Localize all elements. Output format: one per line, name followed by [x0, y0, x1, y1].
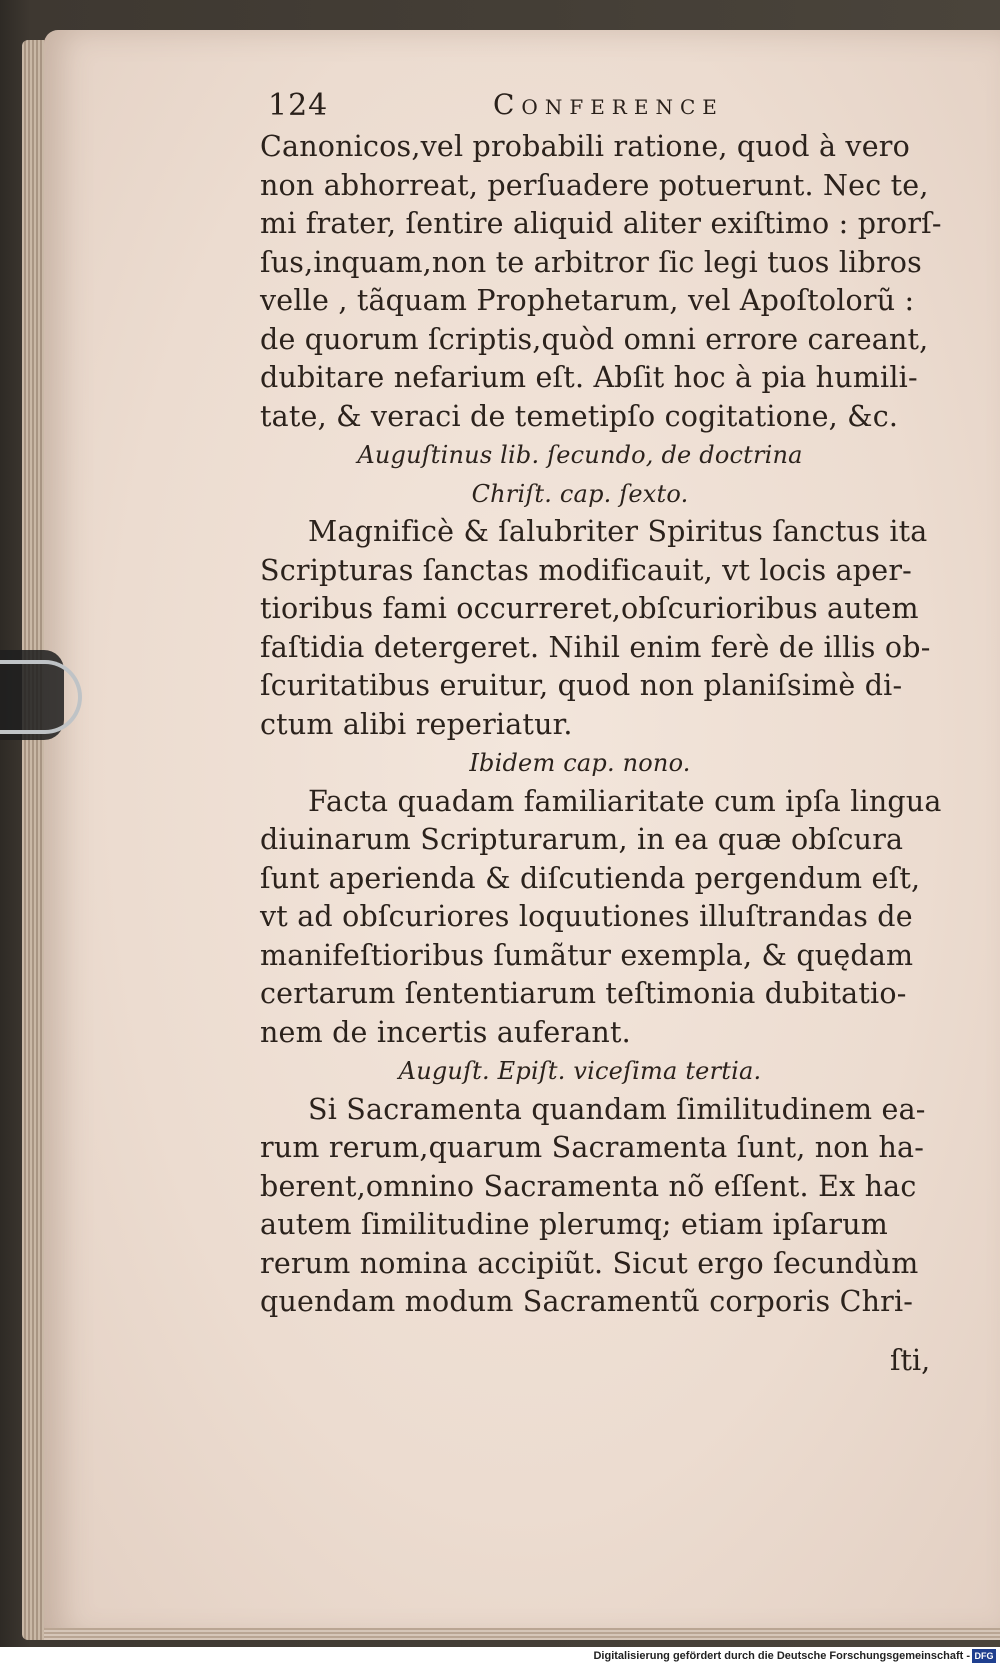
text-line: autem ſimilitudine plerumq; etiam ipſarum [260, 1208, 888, 1241]
running-title: Conference [493, 88, 724, 121]
text-line: faſtidia detergeret. Nihil enim ferè de illis ob- [260, 630, 931, 664]
text-line: certarum ſententiarum teſtimonia dubitatio- [260, 977, 907, 1010]
catchword: ſti, [890, 1344, 931, 1377]
text-line: ſus,inquam,non te arbitror ſic legi tuos libros [260, 245, 922, 279]
text-line: Facta quadam familiaritate cum ipſa lingua [308, 784, 942, 818]
text-line: Canonicos,vel probabili ratione, quod à vero [260, 130, 910, 163]
text-line: mi frater, ſentire aliquid aliter exiſtimo : prorſ- [260, 207, 942, 240]
text-line: Magnificè & ſalubriter Spiritus ſanctus ita [308, 515, 928, 548]
text-line: non abhorreat, perſuadere potuerunt. Nec te, [260, 168, 929, 202]
text-line: manifeſtioribus ſumãtur exempla, & quędam [260, 938, 914, 972]
text-line: Scripturas ſanctas modificauit, vt locis aper- [260, 553, 912, 587]
text-line: quendam modum Sacramentũ corporis Chri- [260, 1285, 914, 1318]
text-line: vt ad obſcuriores loquutiones illuſtrandas de [260, 900, 913, 933]
text-line: ſcuritatibus eruitur, quod non planiſsimè di- [260, 669, 903, 702]
text-line: tioribus fami occurreret,obſcurioribus autem [260, 592, 919, 625]
text-line: de quorum ſcriptis,quòd omni errore careant, [260, 322, 929, 356]
citation-heading: Chriſt. cap. ſexto. [471, 479, 689, 508]
text-line: dubitare nefarium eſt. Abſit hoc à pia humili- [260, 361, 918, 394]
page-header [268, 88, 918, 128]
dfg-logo: DFG [972, 1649, 996, 1663]
page-number: 124 [268, 88, 329, 123]
text-line: velle , tãquam Prophetarum, vel Apoſtolorũ : [260, 284, 915, 317]
text-line: rerum nomina accipiũt. Sicut ergo ſecundùm [260, 1246, 919, 1280]
citation-heading: Ibidem cap. nono. [469, 749, 691, 777]
text-line: diuinarum Scripturarum, in ea quæ obſcura [260, 823, 904, 856]
text-line: nem de incertis auferant. [260, 1015, 631, 1049]
text-line: ctum alibi reperiatur. [260, 707, 573, 741]
citation-heading: Auguſtinus lib. ſecundo, de doctrina [357, 441, 803, 469]
book-clamp [0, 660, 82, 734]
text-line: tate, & veraci de temetipſo cogitatione, &c. [260, 399, 899, 433]
citation-heading: Auguſt. Epiſt. viceſima tertia. [398, 1057, 762, 1085]
text-line: ſunt aperienda & diſcutienda pergendum eſt, [260, 861, 921, 895]
body-text [260, 128, 950, 1322]
text-line: Si Sacramenta quandam ſimilitudinem ea- [308, 1092, 926, 1126]
text-line: berent,omnino Sacramenta nõ eſſent. Ex hac [260, 1169, 917, 1203]
book-bottom-edge [44, 1628, 1000, 1640]
funding-credit: Digitalisierung gefördert durch die Deutsche Forschungsgemeinschaft - [593, 1650, 970, 1662]
text-line: rum rerum,quarum Sacramenta ſunt, non ha- [260, 1131, 925, 1164]
